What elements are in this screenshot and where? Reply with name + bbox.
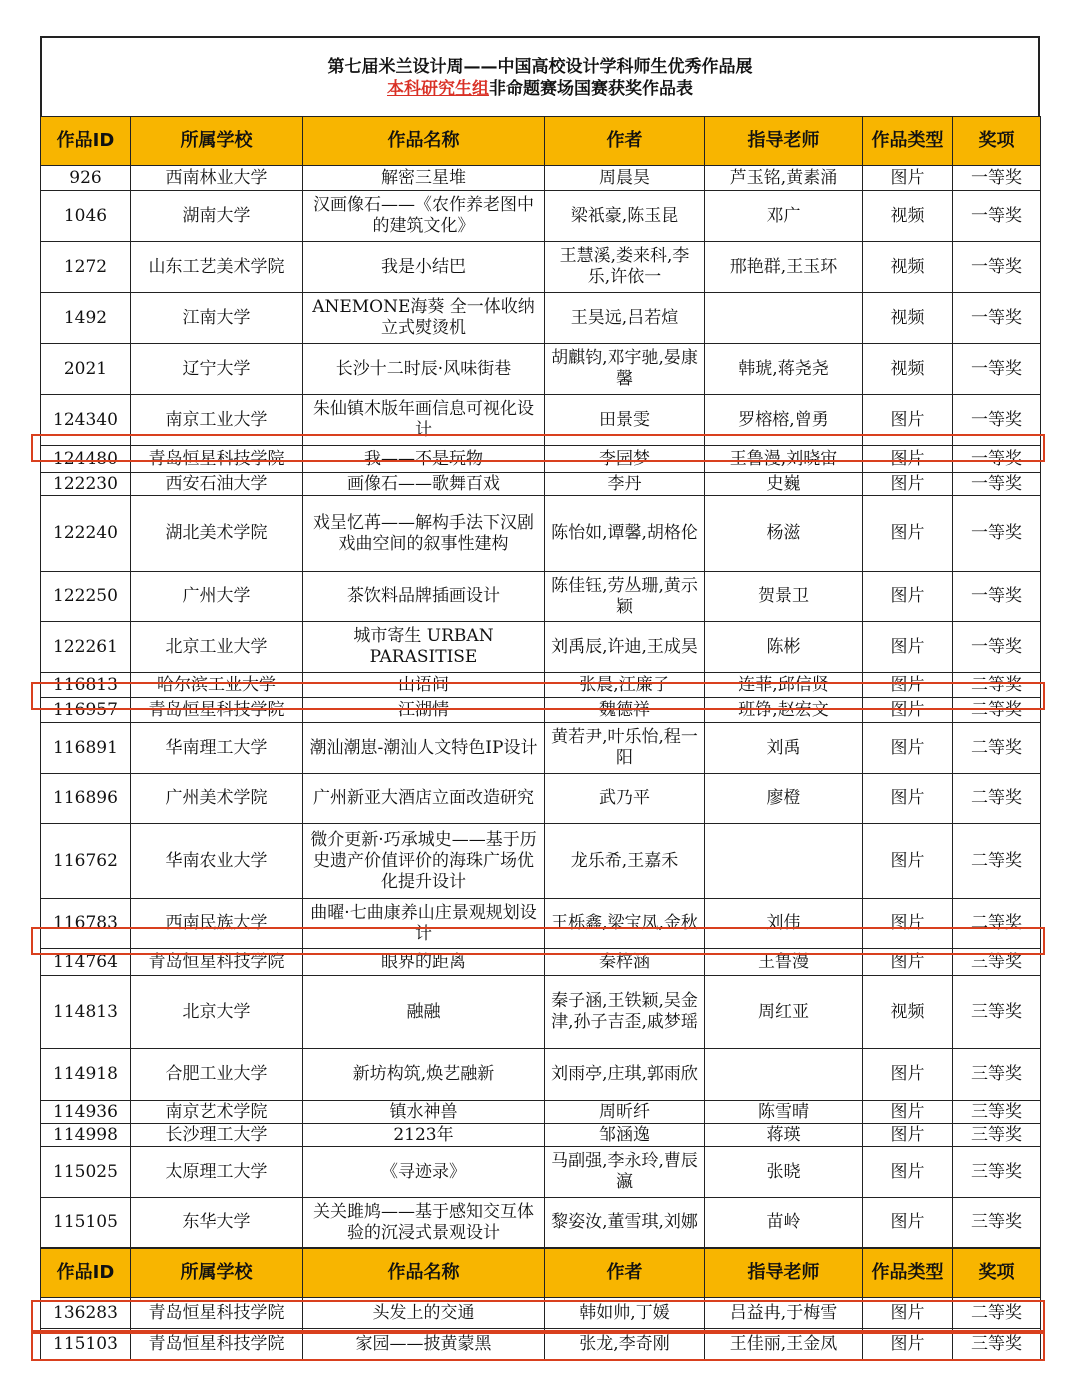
cell-type: 视频: [863, 242, 953, 293]
cell-advisor: 周红亚: [705, 976, 863, 1049]
title-line-2: [42, 78, 1038, 100]
cell-type: 图片: [863, 1147, 953, 1198]
cell-advisor: 蒋瑛: [705, 1124, 863, 1147]
cell-school: 哈尔滨工业大学: [131, 673, 303, 698]
cell-advisor: 陈彬: [705, 622, 863, 673]
cell-award: 二等奖: [953, 1298, 1041, 1329]
cell-work: 戏呈忆苒——解构手法下汉剧戏曲空间的叙事性建构: [303, 496, 545, 572]
cell-work: 2123年: [303, 1124, 545, 1147]
cell-advisor: 韩琥,蒋尧尧: [705, 344, 863, 395]
award-sheet: [40, 36, 1040, 1248]
cell-advisor: 王鲁漫,刘晓宙: [705, 446, 863, 473]
table-row: [41, 344, 1041, 395]
cell-school: 西南民族大学: [131, 899, 303, 949]
cell-type: 图片: [863, 1124, 953, 1147]
cell-advisor: 王鲁漫: [705, 949, 863, 976]
cell-work: ANEMONE海葵 全一体收纳立式熨烫机: [303, 293, 545, 344]
header-type: 作品类型: [863, 117, 953, 166]
table-row: [41, 1147, 1041, 1198]
cell-author: 王昊远,吕若煊: [545, 293, 705, 344]
cell-award: 二等奖: [953, 673, 1041, 698]
cell-id: 115105: [41, 1198, 131, 1248]
cell-id: 136283: [41, 1298, 131, 1329]
cell-type: 图片: [863, 698, 953, 723]
table-row: [41, 293, 1041, 344]
header-id: 作品ID: [41, 117, 131, 166]
cell-school: 南京工业大学: [131, 395, 303, 446]
table-row: [41, 496, 1041, 572]
cell-school: 华南农业大学: [131, 824, 303, 899]
cell-author: 邹涵逸: [545, 1124, 705, 1147]
cell-advisor: 邓广: [705, 191, 863, 242]
cell-author: 陈怡如,谭馨,胡格伦: [545, 496, 705, 572]
cell-work: 新坊构筑,焕艺融新: [303, 1049, 545, 1101]
header-row: [41, 117, 1041, 166]
header-author: 作者: [545, 117, 705, 166]
cell-award: 二等奖: [953, 774, 1041, 824]
cell-type: 图片: [863, 622, 953, 673]
cell-award: 一等奖: [953, 293, 1041, 344]
cell-type: 视频: [863, 293, 953, 344]
cell-award: 一等奖: [953, 344, 1041, 395]
cell-type: 图片: [863, 1101, 953, 1124]
cell-id: 114998: [41, 1124, 131, 1147]
cell-work: 镇水神兽: [303, 1101, 545, 1124]
table-row: [41, 446, 1041, 473]
cell-advisor: [705, 1049, 863, 1101]
cell-work: 融融: [303, 976, 545, 1049]
cell-author: 武乃平: [545, 774, 705, 824]
cell-work: 解密三星堆: [303, 166, 545, 191]
cell-school: 辽宁大学: [131, 344, 303, 395]
cell-type: 图片: [863, 395, 953, 446]
cell-award: 三等奖: [953, 976, 1041, 1049]
header-row: [41, 1249, 1041, 1298]
table-row: [41, 976, 1041, 1049]
table-row: [41, 698, 1041, 723]
cell-author: 张龙,李奇刚: [545, 1329, 705, 1360]
title-rest: 非命题赛场国赛获奖作品表: [489, 79, 693, 99]
cell-work: 微介更新·巧承城史——基于历史遗产价值评价的海珠广场优化提升设计: [303, 824, 545, 899]
cell-school: 合肥工业大学: [131, 1049, 303, 1101]
cell-author: 王栎鑫,梁宝凤,金秋: [545, 899, 705, 949]
cell-id: 116762: [41, 824, 131, 899]
cell-type: 图片: [863, 1298, 953, 1329]
cell-id: 114918: [41, 1049, 131, 1101]
cell-work: 《寻迹录》: [303, 1147, 545, 1198]
header-award: 奖项: [953, 1249, 1041, 1298]
cell-author: 秦子涵,王铁颖,吴金津,孙子吉歪,戚梦瑶: [545, 976, 705, 1049]
cell-work: 山语间: [303, 673, 545, 698]
table-row: [41, 622, 1041, 673]
cell-author: 梁祇豪,陈玉昆: [545, 191, 705, 242]
table-row: [41, 949, 1041, 976]
cell-id: 2021: [41, 344, 131, 395]
cell-school: 青岛恒星科技学院: [131, 698, 303, 723]
table-row: [41, 1124, 1041, 1147]
cell-award: 一等奖: [953, 572, 1041, 622]
header-work: 作品名称: [303, 117, 545, 166]
cell-award: 一等奖: [953, 622, 1041, 673]
cell-school: 湖北美术学院: [131, 496, 303, 572]
cell-work: 江湖情: [303, 698, 545, 723]
header-type: 作品类型: [863, 1249, 953, 1298]
cell-advisor: [705, 293, 863, 344]
cell-award: 三等奖: [953, 1124, 1041, 1147]
cell-type: 图片: [863, 774, 953, 824]
cell-id: 116813: [41, 673, 131, 698]
cell-type: 图片: [863, 496, 953, 572]
cell-work: 我是小结巴: [303, 242, 545, 293]
cell-type: 视频: [863, 344, 953, 395]
cell-author: 周昕纤: [545, 1101, 705, 1124]
cell-type: 图片: [863, 1049, 953, 1101]
cell-id: 115103: [41, 1329, 131, 1360]
cell-advisor: 罗榕榕,曾勇: [705, 395, 863, 446]
cell-school: 北京大学: [131, 976, 303, 1049]
cell-type: 图片: [863, 473, 953, 496]
cell-work: 广州新亚大酒店立面改造研究: [303, 774, 545, 824]
header-award: 奖项: [953, 117, 1041, 166]
table-row: [41, 1329, 1041, 1360]
title-line-1: 第七届米兰设计周——中国高校设计学科师生优秀作品展: [327, 57, 753, 77]
cell-author: 陈佳钰,劳丛珊,黄示颖: [545, 572, 705, 622]
cell-author: 李丹: [545, 473, 705, 496]
table-row: [41, 774, 1041, 824]
cell-advisor: 刘禹: [705, 723, 863, 774]
cell-school: 长沙理工大学: [131, 1124, 303, 1147]
cell-award: 三等奖: [953, 1049, 1041, 1101]
cell-award: 一等奖: [953, 166, 1041, 191]
cell-school: 青岛恒星科技学院: [131, 446, 303, 473]
table-row: [41, 1298, 1041, 1329]
header-advisor: 指导老师: [705, 117, 863, 166]
cell-id: 124340: [41, 395, 131, 446]
cell-award: 三等奖: [953, 1198, 1041, 1248]
cell-id: 926: [41, 166, 131, 191]
cell-advisor: 杨滋: [705, 496, 863, 572]
cell-id: 116783: [41, 899, 131, 949]
cell-advisor: 王佳丽,王金凤: [705, 1329, 863, 1360]
cell-school: 东华大学: [131, 1198, 303, 1248]
cell-award: 二等奖: [953, 899, 1041, 949]
cell-work: 长沙十二时辰·风味街巷: [303, 344, 545, 395]
cell-work: 城市寄生 URBAN PARASITISE: [303, 622, 545, 673]
header-school: 所属学校: [131, 1249, 303, 1298]
cell-school: 湖南大学: [131, 191, 303, 242]
header-school: 所属学校: [131, 117, 303, 166]
title-highlight: 本科研究生组: [387, 79, 489, 99]
cell-author: 王慧溪,娄来科,李乐,许依一: [545, 242, 705, 293]
cell-author: 田景雯: [545, 395, 705, 446]
cell-author: 李园梦: [545, 446, 705, 473]
cell-advisor: 刘伟: [705, 899, 863, 949]
cell-school: 青岛恒星科技学院: [131, 1298, 303, 1329]
header-advisor: 指导老师: [705, 1249, 863, 1298]
cell-type: 图片: [863, 723, 953, 774]
cell-id: 124480: [41, 446, 131, 473]
cell-advisor: 贺景卫: [705, 572, 863, 622]
title-box: [40, 36, 1040, 116]
cell-author: 秦梓涵: [545, 949, 705, 976]
cell-award: 一等奖: [953, 446, 1041, 473]
cell-id: 1046: [41, 191, 131, 242]
cell-type: 图片: [863, 572, 953, 622]
cell-award: 一等奖: [953, 395, 1041, 446]
cell-id: 122240: [41, 496, 131, 572]
table-row: [41, 899, 1041, 949]
cell-work: 朱仙镇木版年画信息可视化设计: [303, 395, 545, 446]
cell-author: 黄若尹,叶乐怡,程一阳: [545, 723, 705, 774]
table-row: [41, 166, 1041, 191]
awards-table-supplement: [40, 1248, 1041, 1360]
table-row: [41, 1049, 1041, 1101]
cell-school: 江南大学: [131, 293, 303, 344]
cell-id: 1272: [41, 242, 131, 293]
cell-id: 1492: [41, 293, 131, 344]
table-row: [41, 1198, 1041, 1248]
cell-work: 茶饮料品牌插画设计: [303, 572, 545, 622]
cell-type: 图片: [863, 899, 953, 949]
cell-author: 韩如帅,丁媛: [545, 1298, 705, 1329]
cell-award: 一等奖: [953, 242, 1041, 293]
cell-author: 刘禹辰,许迪,王成昊: [545, 622, 705, 673]
cell-author: 胡麒钧,邓宇驰,晏康馨: [545, 344, 705, 395]
table-row: [41, 1101, 1041, 1124]
cell-advisor: 吕益冉,于梅雪: [705, 1298, 863, 1329]
cell-author: 魏德祥: [545, 698, 705, 723]
cell-type: 图片: [863, 824, 953, 899]
cell-work: 头发上的交通: [303, 1298, 545, 1329]
cell-advisor: 班铮,赵宏文: [705, 698, 863, 723]
cell-school: 山东工艺美术学院: [131, 242, 303, 293]
cell-work: 曲曜·七曲康养山庄景观规划设计: [303, 899, 545, 949]
cell-id: 116957: [41, 698, 131, 723]
cell-author: 龙乐希,王嘉禾: [545, 824, 705, 899]
cell-author: 张晨,汪廉子: [545, 673, 705, 698]
awards-table: [40, 116, 1041, 1248]
cell-advisor: 陈雪晴: [705, 1101, 863, 1124]
cell-award: 一等奖: [953, 473, 1041, 496]
cell-school: 华南理工大学: [131, 723, 303, 774]
cell-school: 广州大学: [131, 572, 303, 622]
cell-advisor: 史巍: [705, 473, 863, 496]
cell-school: 广州美术学院: [131, 774, 303, 824]
cell-work: 汉画像石——《农作养老图中的建筑文化》: [303, 191, 545, 242]
cell-type: 视频: [863, 191, 953, 242]
cell-advisor: 邢艳群,王玉环: [705, 242, 863, 293]
cell-type: 图片: [863, 673, 953, 698]
table-row: [41, 824, 1041, 899]
table-row: [41, 723, 1041, 774]
cell-id: 115025: [41, 1147, 131, 1198]
cell-type: 图片: [863, 1329, 953, 1360]
cell-id: 114764: [41, 949, 131, 976]
cell-type: 视频: [863, 976, 953, 1049]
cell-advisor: [705, 824, 863, 899]
cell-author: 马副强,李永玲,曹辰瀛: [545, 1147, 705, 1198]
header-author: 作者: [545, 1249, 705, 1298]
cell-id: 122261: [41, 622, 131, 673]
header-work: 作品名称: [303, 1249, 545, 1298]
cell-award: 三等奖: [953, 1329, 1041, 1360]
cell-work: 眼界的距离: [303, 949, 545, 976]
cell-id: 114936: [41, 1101, 131, 1124]
cell-award: 二等奖: [953, 723, 1041, 774]
cell-id: 116896: [41, 774, 131, 824]
cell-work: 画像石——歌舞百戏: [303, 473, 545, 496]
cell-award: 三等奖: [953, 949, 1041, 976]
cell-advisor: 廖橙: [705, 774, 863, 824]
cell-school: 西安石油大学: [131, 473, 303, 496]
cell-id: 116891: [41, 723, 131, 774]
cell-advisor: 芦玉铭,黄素涌: [705, 166, 863, 191]
table-row: [41, 572, 1041, 622]
cell-work: 家园——披黄蒙黑: [303, 1329, 545, 1360]
cell-school: 西南林业大学: [131, 166, 303, 191]
cell-id: 122230: [41, 473, 131, 496]
cell-advisor: 苗岭: [705, 1198, 863, 1248]
cell-type: 图片: [863, 949, 953, 976]
cell-type: 图片: [863, 1198, 953, 1248]
cell-author: 黎姿汝,董雪琪,刘娜: [545, 1198, 705, 1248]
cell-type: 图片: [863, 166, 953, 191]
cell-school: 北京工业大学: [131, 622, 303, 673]
table-row: [41, 395, 1041, 446]
table-row: [41, 242, 1041, 293]
cell-award: 二等奖: [953, 698, 1041, 723]
cell-work: 潮汕潮崽-潮汕人文特色IP设计: [303, 723, 545, 774]
cell-author: 刘雨亭,庄琪,郭雨欣: [545, 1049, 705, 1101]
cell-award: 三等奖: [953, 1101, 1041, 1124]
cell-advisor: 连菲,邱信贤: [705, 673, 863, 698]
cell-school: 青岛恒星科技学院: [131, 1329, 303, 1360]
cell-advisor: 张晓: [705, 1147, 863, 1198]
cell-work: 关关雎鸠——基于感知交互体验的沉浸式景观设计: [303, 1198, 545, 1248]
cell-award: 三等奖: [953, 1147, 1041, 1198]
cell-author: 周晨昊: [545, 166, 705, 191]
cell-work: 我——不是玩物: [303, 446, 545, 473]
cell-school: 青岛恒星科技学院: [131, 949, 303, 976]
cell-award: 一等奖: [953, 496, 1041, 572]
table-row: [41, 473, 1041, 496]
cell-id: 122250: [41, 572, 131, 622]
cell-award: 二等奖: [953, 824, 1041, 899]
cell-type: 图片: [863, 446, 953, 473]
header-id: 作品ID: [41, 1249, 131, 1298]
cell-id: 114813: [41, 976, 131, 1049]
cell-award: 一等奖: [953, 191, 1041, 242]
cell-school: 南京艺术学院: [131, 1101, 303, 1124]
cell-school: 太原理工大学: [131, 1147, 303, 1198]
table-row: [41, 191, 1041, 242]
table-row: [41, 673, 1041, 698]
